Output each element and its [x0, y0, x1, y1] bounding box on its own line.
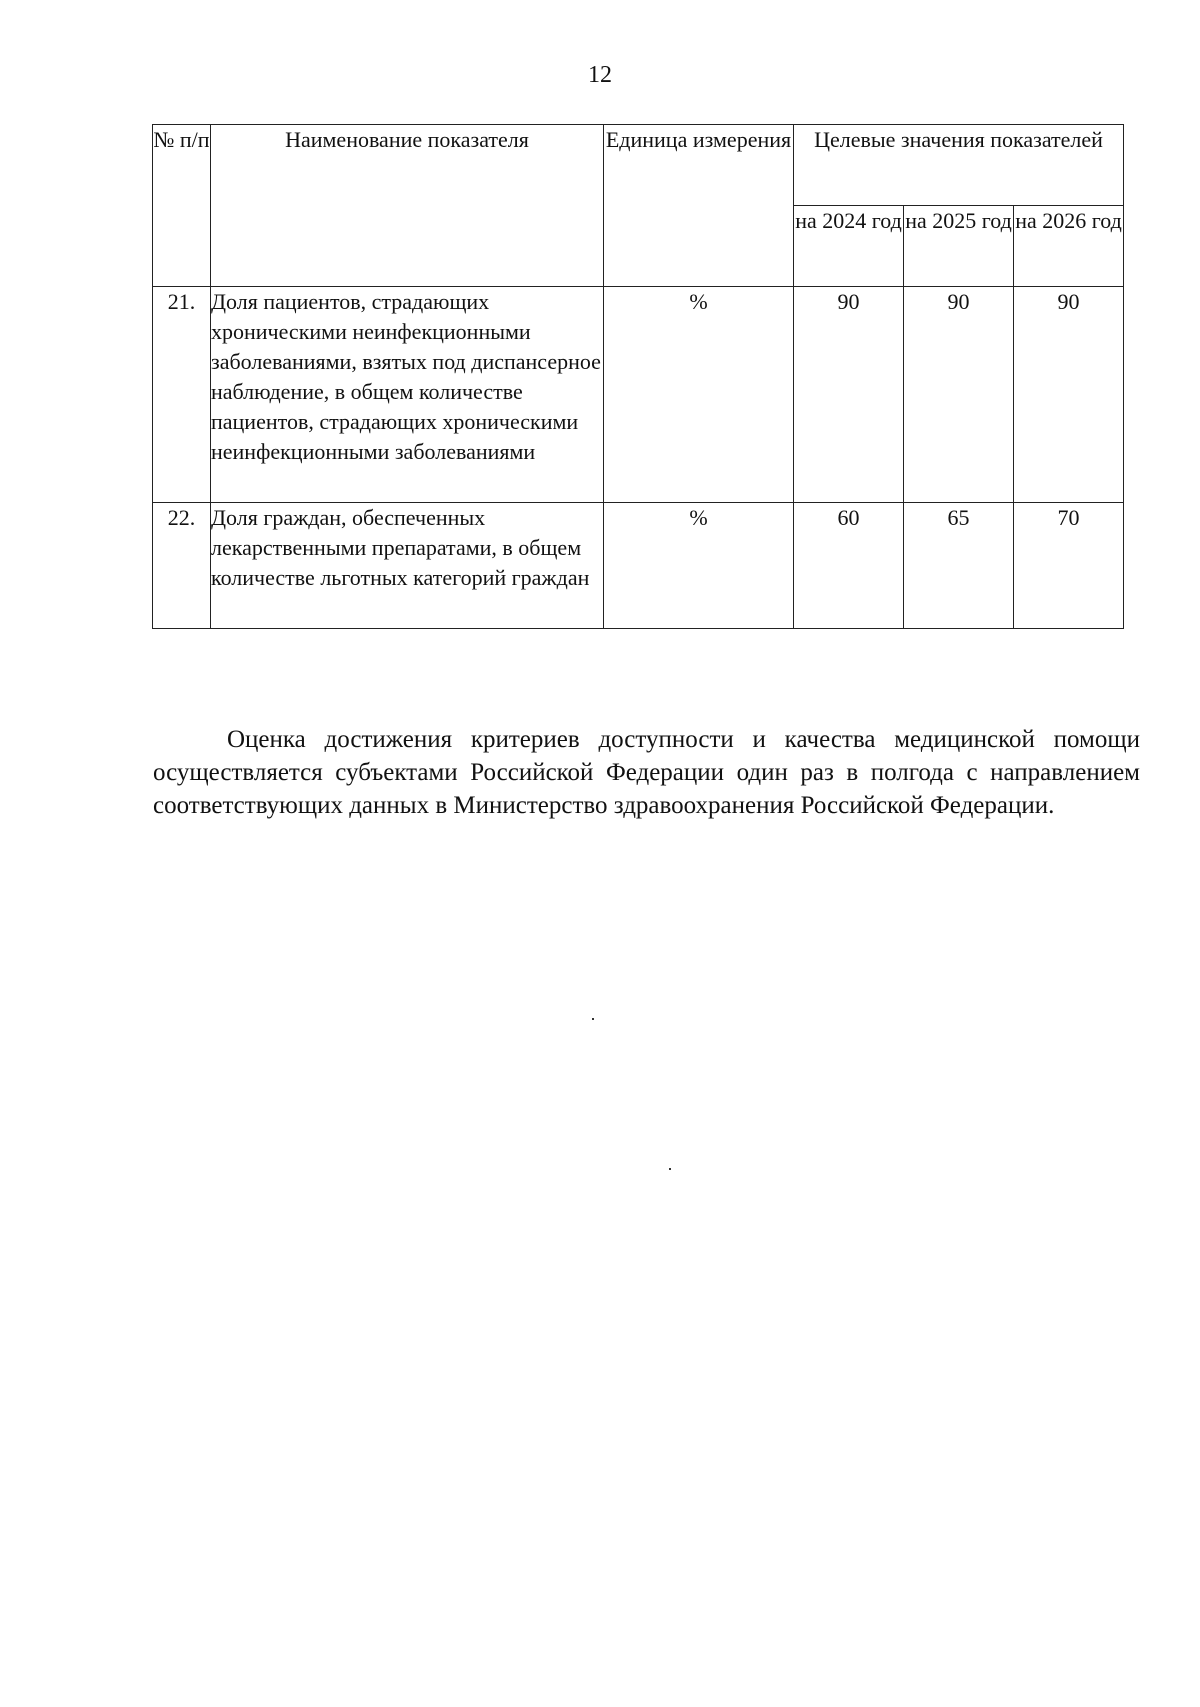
row-value-2026: 90 — [1014, 287, 1124, 503]
page-number-text: 12 — [588, 62, 612, 88]
row-indicator-name: Доля граждан, обеспеченных лекарственными препаратами, в общем количестве льготных категорий граждан — [211, 503, 604, 629]
row-indicator-name: Доля пациентов, страдающих хроническими неинфекционными заболеваниями, взятых под диспансерное наблюдение, в общем количестве пациентов, страдающих хроническими неинфекционными заболеваниями — [211, 287, 604, 503]
table-header-row — [153, 125, 1124, 206]
row-value-2025: 90 — [904, 287, 1014, 503]
row-value-2026: 70 — [1014, 503, 1124, 629]
header-year-2026: на 2026 год — [1014, 206, 1124, 287]
page-number — [0, 62, 1200, 89]
header-name: Наименование показателя — [211, 125, 604, 287]
scan-speck — [669, 1168, 671, 1170]
header-unit: Единица измерения — [604, 125, 794, 287]
header-number: № п/п — [153, 125, 211, 287]
row-number: 21. — [153, 287, 211, 503]
header-year-2024: на 2024 год — [794, 206, 904, 287]
row-unit: % — [604, 287, 794, 503]
header-year-2025: на 2025 год — [904, 206, 1014, 287]
row-value-2024: 90 — [794, 287, 904, 503]
row-value-2025: 65 — [904, 503, 1014, 629]
row-value-2024: 60 — [794, 503, 904, 629]
body-paragraph: Оценка достижения критериев доступности и качества медицинской помощи осуществляется субъектами Российской Федерации один раз в полгода с направлением соответствующих данных в Министерство здравоохранения Российской Федерации. — [153, 726, 1140, 819]
scan-speck — [592, 1018, 594, 1020]
header-target-values: Целевые значения показателей — [794, 125, 1124, 206]
indicators-table — [152, 124, 1124, 629]
table-row — [153, 287, 1124, 503]
row-unit: % — [604, 503, 794, 629]
table-row — [153, 503, 1124, 629]
row-number: 22. — [153, 503, 211, 629]
